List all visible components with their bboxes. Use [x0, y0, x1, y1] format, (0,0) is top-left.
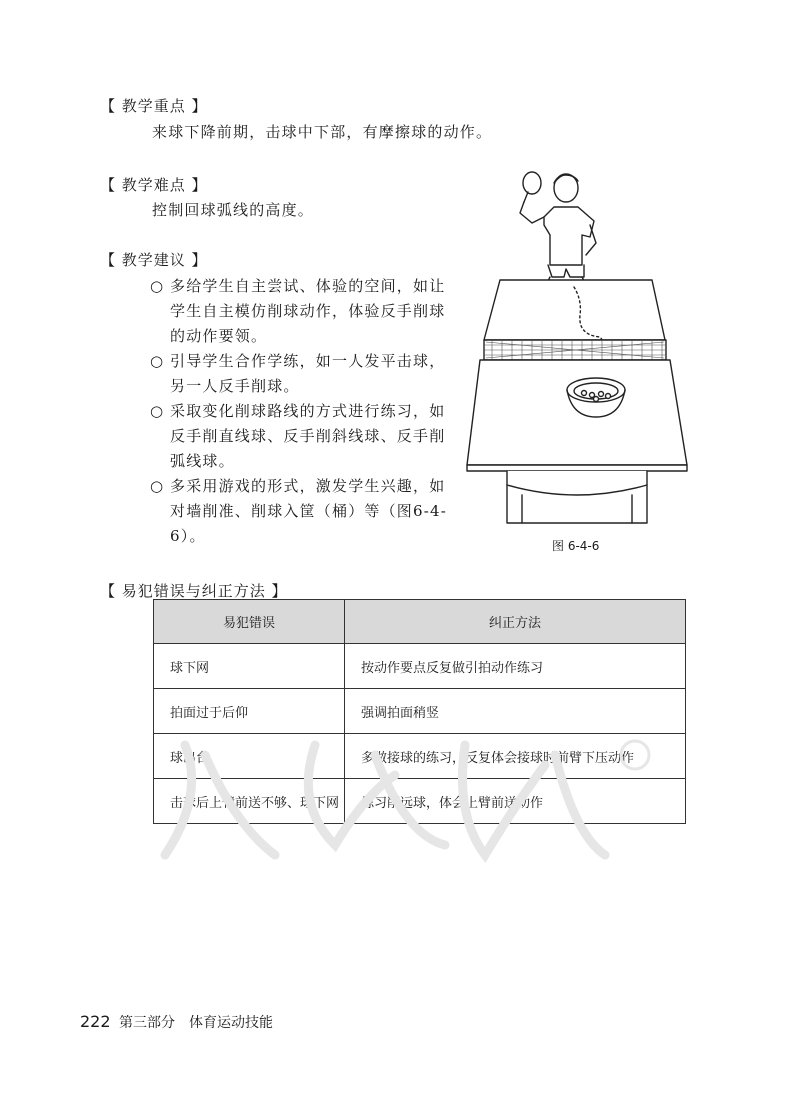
- suggestion-item: [150, 349, 460, 399]
- error-cell: 拍面过于后仰: [154, 689, 345, 734]
- error-cell: 球出台: [154, 734, 345, 779]
- bullet-icon: ○: [150, 352, 165, 370]
- suggestion-text: 多采用游戏的形式，激发学生兴趣，如对墙削准、削球入筐（桶）等（图6-4-6）。: [170, 477, 448, 545]
- error-cell: 球下网: [154, 644, 345, 689]
- suggestion-item: [150, 274, 460, 349]
- table-row: [154, 644, 686, 689]
- suggestion-item: [150, 399, 460, 474]
- table-near-half: [467, 360, 687, 465]
- bullet-icon: ○: [150, 277, 165, 295]
- table-row: [154, 734, 686, 779]
- figure-caption: 图 6-4-6: [552, 539, 600, 553]
- difficulties-heading: 【 教学难点 】: [100, 176, 208, 194]
- suggestion-text: 多给学生自主尝试、体验的空间，如让学生自主模仿削球动作，体验反手削球的动作要领。: [170, 277, 446, 345]
- suggestion-text: 引导学生合作学练，如一人发平击球，另一人反手削球。: [170, 352, 446, 395]
- column-header-corrections: 纠正方法: [345, 600, 686, 644]
- table-tennis-illustration: [462, 165, 692, 535]
- suggestion-item: [150, 474, 460, 549]
- suggestion-text: 采取变化削球路线的方式进行练习，如反手削直线球、反手削斜线球、反手削弧线球。: [170, 402, 446, 470]
- player-figure: [520, 172, 596, 281]
- column-header-errors: 易犯错误: [154, 600, 345, 644]
- footer-section-title: 第三部分 体育运动技能: [119, 1015, 273, 1031]
- correction-cell: 强调拍面稍竖: [345, 689, 686, 734]
- table-header-row: [154, 600, 686, 644]
- key-points-text: 来球下降前期，击球中下部，有摩擦球的动作。: [152, 123, 493, 141]
- bullet-icon: ○: [150, 477, 165, 495]
- table-row: [154, 779, 686, 824]
- table-row: [154, 689, 686, 734]
- suggestions-heading: 【 教学建议 】: [100, 251, 208, 269]
- correction-cell: 按动作要点反复做引拍动作练习: [345, 644, 686, 689]
- errors-table: [153, 599, 686, 824]
- difficulties-text: 控制回球弧线的高度。: [152, 201, 315, 219]
- suggestions-list: [150, 274, 460, 549]
- correction-cell: 练习削远球，体会上臂前送动作: [345, 779, 686, 824]
- page-number: 222: [80, 1012, 111, 1031]
- error-cell: 击球后上臂前送不够、球下网: [154, 779, 345, 824]
- errors-heading: 【 易犯错误与纠正方法 】: [100, 582, 288, 600]
- bullet-icon: ○: [150, 402, 165, 420]
- correction-cell: 多做接球的练习，反复体会接球时前臂下压动作: [345, 734, 686, 779]
- page-footer: [80, 1012, 273, 1032]
- key-points-heading: 【 教学重点 】: [100, 97, 208, 115]
